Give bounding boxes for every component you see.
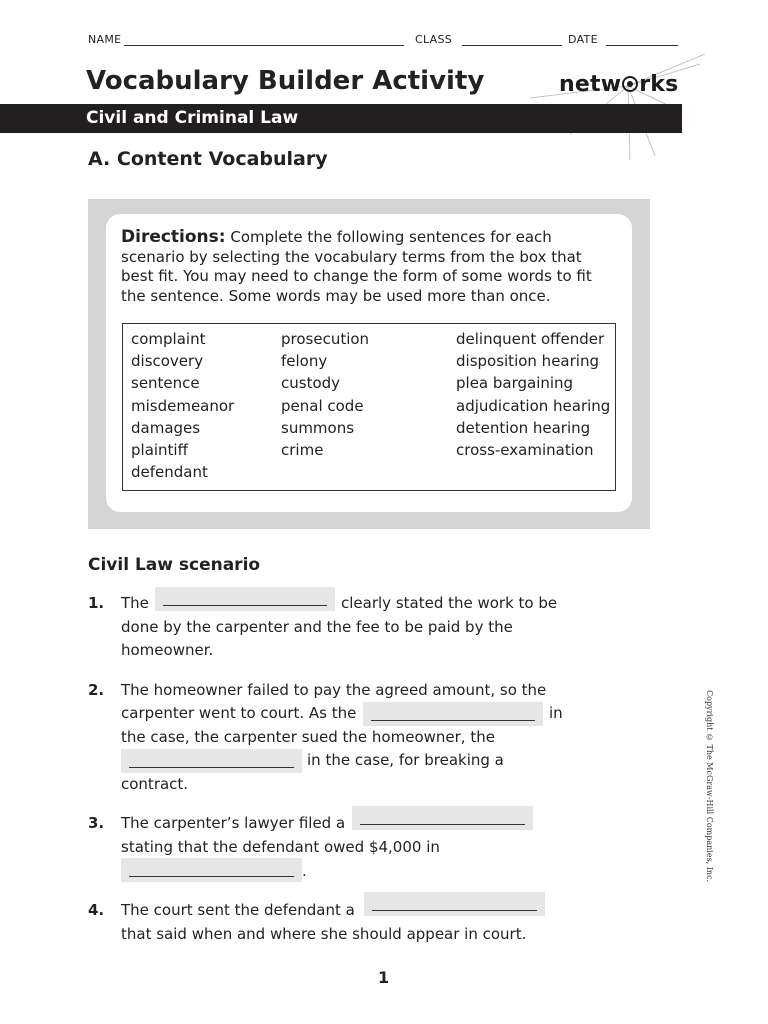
q3-text: stating that the defendant owed $4,000 in (121, 838, 440, 856)
class-label: CLASS (415, 33, 453, 46)
word-item: crime (281, 441, 324, 460)
word-item: adjudication hearing (456, 396, 611, 415)
word-item: disposition hearing (456, 352, 599, 371)
question-4-number: 4. (88, 901, 105, 919)
copyright-notice: Copyright © The McGraw-Hill Companies, Inc. (705, 690, 714, 883)
word-column-2 (281, 328, 369, 461)
word-item: custody (281, 374, 341, 393)
q2-answer-blank-1[interactable] (363, 702, 543, 726)
civil-law-heading: Civil Law scenario (88, 555, 261, 575)
word-item: cross-examination (456, 441, 594, 460)
word-item: penal code (281, 396, 364, 415)
q3-text: . (302, 862, 307, 880)
q1-text: homeowner. (121, 641, 214, 659)
q3-text: The carpenter’s lawyer filed a (121, 814, 346, 832)
q2-text: the case, the carpenter sued the homeowner, the (121, 728, 495, 746)
word-item: plea bargaining (456, 374, 574, 393)
word-item: complaint (131, 330, 206, 348)
name-label: NAME (88, 33, 122, 46)
word-item: felony (281, 352, 328, 371)
q4-text: that said when and where she should appear in court. (121, 925, 527, 943)
question-2-number: 2. (88, 681, 105, 699)
q4-answer-blank[interactable] (364, 892, 545, 916)
date-field[interactable] (606, 45, 678, 46)
word-item: defendant (131, 463, 208, 482)
word-item: detention hearing (456, 418, 591, 437)
q2-text: in (549, 704, 563, 722)
q2-text: in the case, for breaking a (307, 751, 504, 769)
word-column-1 (131, 328, 234, 483)
q2-text: carpenter went to court. As the (121, 704, 357, 722)
q3-answer-blank-2[interactable] (121, 858, 302, 882)
date-label: DATE (568, 33, 598, 46)
networks-logo: netw rks (559, 72, 679, 97)
word-item: delinquent offender (456, 330, 605, 348)
page-title: Vocabulary Builder Activity (86, 66, 485, 96)
word-item: discovery (131, 352, 204, 371)
q4-text: The court sent the defendant a (121, 901, 355, 919)
q1-answer-blank[interactable] (155, 587, 335, 611)
section-a-heading: A. Content Vocabulary (88, 148, 328, 170)
word-item: sentence (131, 374, 200, 393)
q1-text: The (121, 594, 149, 612)
banner-title: Civil and Criminal Law (86, 108, 299, 128)
word-item: summons (281, 418, 355, 437)
word-item: plaintiff (131, 441, 188, 460)
q1-text: done by the carpenter and the fee to be paid by the (121, 618, 513, 636)
q2-text: contract. (121, 775, 189, 793)
q2-answer-blank-2[interactable] (121, 749, 302, 773)
q1-text: clearly stated the work to be (341, 594, 558, 612)
q2-text: The homeowner failed to pay the agreed amount, so the (121, 681, 547, 699)
page-number: 1 (378, 968, 390, 987)
question-1-number: 1. (88, 594, 105, 612)
question-3-number: 3. (88, 814, 105, 832)
word-item: damages (131, 418, 201, 437)
class-field[interactable] (462, 45, 562, 46)
q3-answer-blank-1[interactable] (352, 806, 533, 830)
word-item: prosecution (281, 330, 370, 348)
directions-text: Directions: Complete the following sentences for each scenario by selecting the vocabulary terms from the box that best fit. You may need to change the form of some words to fit the sentence. Some words may be used more than once. (121, 227, 592, 305)
logo-o-icon (622, 76, 638, 92)
word-item: misdemeanor (131, 396, 235, 415)
word-column-3 (456, 328, 610, 461)
name-field[interactable] (124, 45, 404, 46)
